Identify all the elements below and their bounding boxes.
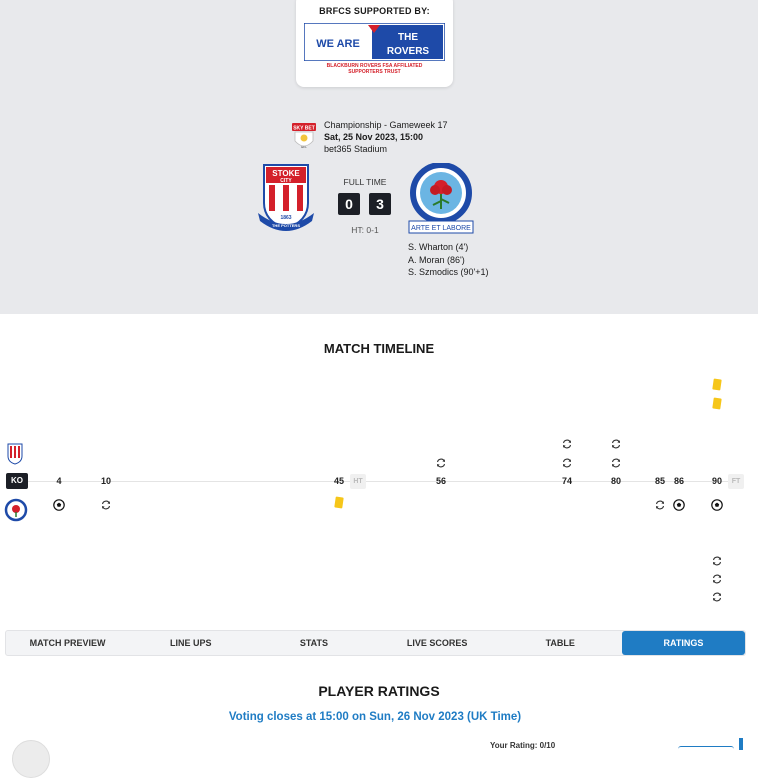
fulltime-tag: FT xyxy=(728,474,744,489)
sponsor-card[interactable] xyxy=(296,0,453,87)
substitution-event-icon[interactable] xyxy=(711,554,723,566)
kickoff-marker: KO xyxy=(6,473,28,489)
stoke-crest-motto: THE POTTERS xyxy=(271,223,301,228)
ratings-row-partial xyxy=(0,738,758,750)
tab-live-scores[interactable]: LIVE SCORES xyxy=(406,638,468,648)
timeline-minute-86: 86 xyxy=(673,476,684,486)
sponsor-tagline xyxy=(316,63,433,75)
your-rating-label: Your Rating: 0/10 xyxy=(490,741,556,750)
sponsor-title: BRFCS SUPPORTED BY: xyxy=(319,6,430,16)
timeline-minute-56: 56 xyxy=(435,476,446,486)
tab-ratings[interactable]: RATINGS xyxy=(622,631,745,655)
substitution-event-icon[interactable] xyxy=(100,498,112,510)
tab-stats[interactable]: STATS xyxy=(299,638,329,648)
substitution-event-icon[interactable] xyxy=(711,572,723,584)
sponsor-tag-line-1: BLACKBURN ROVERS FSA AFFILIATED xyxy=(326,63,423,69)
timeline-minute-4: 4 xyxy=(56,476,62,486)
player-avatar[interactable] xyxy=(12,740,50,778)
timeline-minute-85: 85 xyxy=(654,476,665,486)
goal-event-icon[interactable] xyxy=(711,498,723,510)
stoke-mini-crest-icon xyxy=(6,443,24,465)
scorer-3: S. Szmodics (90'+1) xyxy=(408,267,489,277)
championship-competition-icon xyxy=(292,121,316,151)
blackburn-rovers-crest[interactable] xyxy=(406,163,476,235)
yellow-card-event-icon[interactable] xyxy=(712,378,721,390)
scorer-2: A. Moran (86') xyxy=(408,254,465,265)
rate-button[interactable] xyxy=(678,746,734,756)
match-venue: bet365 Stadium xyxy=(324,144,388,154)
halftime-tag: HT xyxy=(350,474,366,489)
substitution-event-icon[interactable] xyxy=(610,456,622,468)
stoke-crest-year: 1863 xyxy=(280,215,292,221)
substitution-event-icon[interactable] xyxy=(654,498,666,510)
stoke-city-crest[interactable] xyxy=(256,163,316,233)
rovers-crest-motto: ARTE ET LABORE xyxy=(411,225,471,232)
match-header xyxy=(0,0,758,314)
home-score: 0 xyxy=(338,193,360,215)
svg-text:EFL: EFL xyxy=(301,145,307,149)
timeline-minute-80: 80 xyxy=(610,476,621,486)
goal-event-icon[interactable] xyxy=(673,498,685,510)
tab-match-preview[interactable]: MATCH PREVIEW xyxy=(29,638,106,648)
substitution-event-icon[interactable] xyxy=(435,456,447,468)
timeline-minute-45: 45 xyxy=(333,476,344,486)
tab-line-ups[interactable]: LINE UPS xyxy=(170,638,212,648)
tab-table[interactable]: TABLE xyxy=(545,638,575,648)
substitution-event-icon[interactable] xyxy=(561,437,573,449)
substitution-event-icon[interactable] xyxy=(711,590,723,602)
halftime-score: HT: 0-1 xyxy=(351,225,379,235)
voting-deadline: Voting closes at 15:00 on Sun, 26 Nov 2023 (UK Time) xyxy=(228,711,522,723)
player-ratings-title: PLAYER RATINGS xyxy=(318,683,440,699)
yellow-card-event-icon[interactable] xyxy=(334,496,343,508)
match-meta xyxy=(324,119,448,155)
yellow-card-event-icon[interactable] xyxy=(712,397,721,409)
svg-text:ROVERS: ROVERS xyxy=(386,46,430,57)
timeline-title: MATCH TIMELINE xyxy=(323,341,435,356)
match-status: FULL TIME xyxy=(343,177,387,187)
substitution-event-icon[interactable] xyxy=(561,456,573,468)
svg-text:SKY BET: SKY BET xyxy=(293,125,315,132)
match-datetime: Sat, 25 Nov 2023, 15:00 xyxy=(324,132,424,142)
competition-label: Championship - Gameweek 17 xyxy=(324,120,448,130)
scrollbar-thumb[interactable] xyxy=(739,738,743,750)
timeline-minute-90: 90 xyxy=(711,476,722,486)
goal-event-icon[interactable] xyxy=(53,498,65,510)
away-score: 3 xyxy=(369,193,391,215)
rovers-mini-crest-icon xyxy=(4,498,28,522)
timeline-minute-10: 10 xyxy=(100,476,111,486)
stoke-crest-text: STOKE xyxy=(272,169,300,178)
away-scorers xyxy=(408,241,489,279)
timeline-axis xyxy=(28,481,738,482)
we-are-the-rovers-logo xyxy=(304,23,445,61)
logo-we-are: WE ARE xyxy=(316,38,360,50)
substitution-event-icon[interactable] xyxy=(610,437,622,449)
scorer-1: S. Wharton (4') xyxy=(408,242,469,252)
stoke-crest-sub: CITY xyxy=(280,178,292,184)
match-tabs xyxy=(5,630,746,656)
svg-text:THE: THE xyxy=(398,32,418,43)
sponsor-tag-line-2: SUPPORTERS TRUST xyxy=(348,69,401,75)
timeline-minute-74: 74 xyxy=(561,476,572,486)
